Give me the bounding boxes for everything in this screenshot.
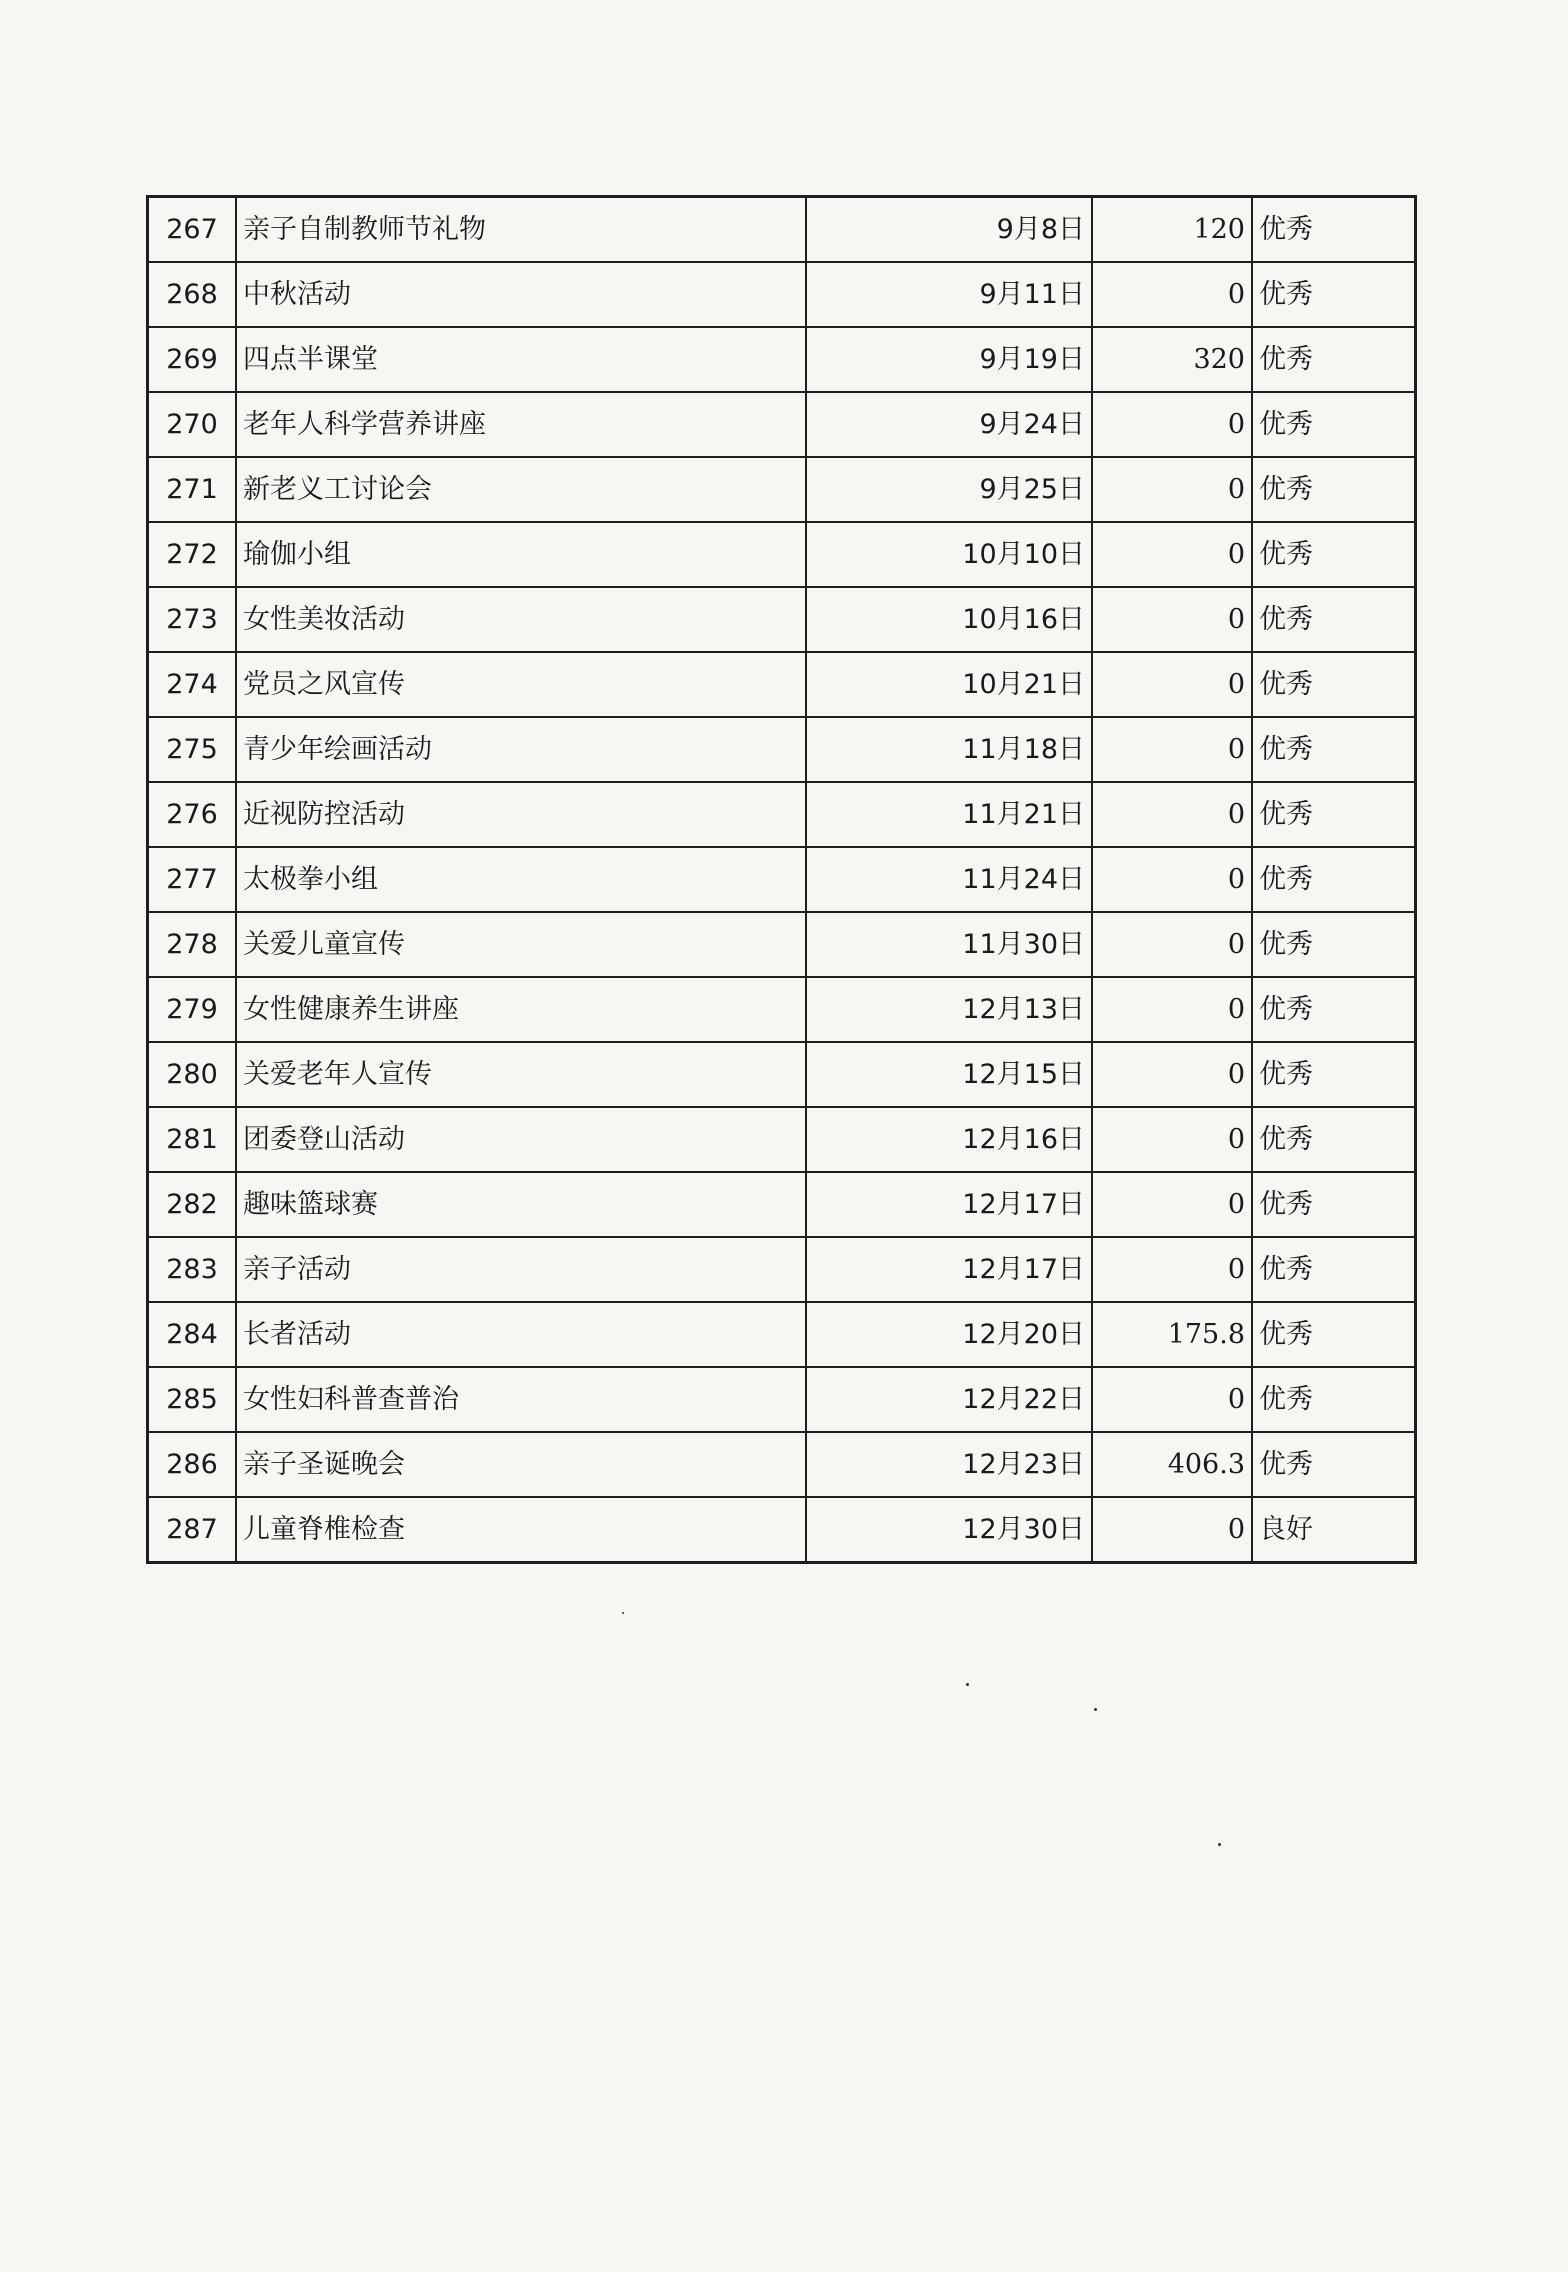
activity-rating: 优秀 <box>1252 1367 1416 1432</box>
table-row <box>148 1107 1416 1172</box>
table-row <box>148 1172 1416 1237</box>
activity-rating: 优秀 <box>1252 1237 1416 1302</box>
table-body <box>148 197 1416 1563</box>
activity-name: 太极拳小组 <box>236 847 806 912</box>
activity-amount: 320 <box>1092 327 1252 392</box>
activity-name: 党员之风宣传 <box>236 652 806 717</box>
activity-date: 9月25日 <box>806 457 1092 522</box>
activity-amount: 0 <box>1092 1042 1252 1107</box>
activity-name: 关爱儿童宣传 <box>236 912 806 977</box>
activity-amount: 0 <box>1092 262 1252 327</box>
row-number: 281 <box>148 1107 237 1172</box>
activity-date: 12月22日 <box>806 1367 1092 1432</box>
activity-date: 9月11日 <box>806 262 1092 327</box>
row-number: 287 <box>148 1497 237 1563</box>
activity-rating: 优秀 <box>1252 262 1416 327</box>
activity-amount: 0 <box>1092 1497 1252 1563</box>
activity-amount: 0 <box>1092 522 1252 587</box>
activity-rating: 优秀 <box>1252 457 1416 522</box>
row-number: 273 <box>148 587 237 652</box>
activity-date: 12月15日 <box>806 1042 1092 1107</box>
row-number: 269 <box>148 327 237 392</box>
activity-amount: 0 <box>1092 587 1252 652</box>
activity-amount: 0 <box>1092 457 1252 522</box>
activity-name: 四点半课堂 <box>236 327 806 392</box>
row-number: 268 <box>148 262 237 327</box>
table-row <box>148 1367 1416 1432</box>
activity-amount: 0 <box>1092 1237 1252 1302</box>
row-number: 276 <box>148 782 237 847</box>
activity-name: 近视防控活动 <box>236 782 806 847</box>
table-row <box>148 717 1416 782</box>
table-row <box>148 1302 1416 1367</box>
activity-name: 亲子自制教师节礼物 <box>236 197 806 263</box>
activity-date: 12月30日 <box>806 1497 1092 1563</box>
activity-rating: 优秀 <box>1252 977 1416 1042</box>
row-number: 270 <box>148 392 237 457</box>
row-number: 271 <box>148 457 237 522</box>
table-row <box>148 782 1416 847</box>
activity-rating: 优秀 <box>1252 1107 1416 1172</box>
activity-name: 女性妇科普查普治 <box>236 1367 806 1432</box>
table-row <box>148 522 1416 587</box>
activity-date: 12月17日 <box>806 1237 1092 1302</box>
table-row <box>148 652 1416 717</box>
activity-rating: 优秀 <box>1252 1302 1416 1367</box>
activity-name: 老年人科学营养讲座 <box>236 392 806 457</box>
activity-amount: 0 <box>1092 652 1252 717</box>
table-row <box>148 457 1416 522</box>
activity-name: 儿童脊椎检查 <box>236 1497 806 1563</box>
row-number: 272 <box>148 522 237 587</box>
table-row <box>148 977 1416 1042</box>
row-number: 274 <box>148 652 237 717</box>
row-number: 283 <box>148 1237 237 1302</box>
activity-rating: 优秀 <box>1252 522 1416 587</box>
row-number: 285 <box>148 1367 237 1432</box>
activity-rating: 良好 <box>1252 1497 1416 1563</box>
activity-rating: 优秀 <box>1252 652 1416 717</box>
activity-date: 10月16日 <box>806 587 1092 652</box>
scan-speck <box>622 1612 624 1614</box>
table-row <box>148 847 1416 912</box>
activity-amount: 0 <box>1092 977 1252 1042</box>
row-number: 286 <box>148 1432 237 1497</box>
row-number: 282 <box>148 1172 237 1237</box>
activity-amount: 0 <box>1092 847 1252 912</box>
activity-name: 女性健康养生讲座 <box>236 977 806 1042</box>
activity-name: 趣味篮球赛 <box>236 1172 806 1237</box>
activity-rating: 优秀 <box>1252 912 1416 977</box>
activity-amount: 175.8 <box>1092 1302 1252 1367</box>
activity-name: 亲子活动 <box>236 1237 806 1302</box>
activity-date: 9月8日 <box>806 197 1092 263</box>
activity-name: 长者活动 <box>236 1302 806 1367</box>
activity-amount: 0 <box>1092 1367 1252 1432</box>
activity-date: 9月19日 <box>806 327 1092 392</box>
activity-date: 11月21日 <box>806 782 1092 847</box>
activity-amount: 0 <box>1092 912 1252 977</box>
activity-amount: 120 <box>1092 197 1252 263</box>
row-number: 267 <box>148 197 237 263</box>
scan-speck <box>1218 1843 1221 1846</box>
scan-speck <box>1094 1708 1097 1711</box>
activity-date: 10月10日 <box>806 522 1092 587</box>
activity-name: 关爱老年人宣传 <box>236 1042 806 1107</box>
table-row <box>148 327 1416 392</box>
activity-rating: 优秀 <box>1252 847 1416 912</box>
activity-name: 团委登山活动 <box>236 1107 806 1172</box>
activity-date: 11月30日 <box>806 912 1092 977</box>
activity-rating: 优秀 <box>1252 717 1416 782</box>
activity-date: 12月20日 <box>806 1302 1092 1367</box>
table-row <box>148 1432 1416 1497</box>
table-row <box>148 1042 1416 1107</box>
row-number: 279 <box>148 977 237 1042</box>
activity-rating: 优秀 <box>1252 197 1416 263</box>
activity-date: 12月13日 <box>806 977 1092 1042</box>
activity-rating: 优秀 <box>1252 587 1416 652</box>
activity-name: 新老义工讨论会 <box>236 457 806 522</box>
activity-amount: 406.3 <box>1092 1432 1252 1497</box>
activity-date: 12月23日 <box>806 1432 1092 1497</box>
activity-rating: 优秀 <box>1252 392 1416 457</box>
table-row <box>148 392 1416 457</box>
activity-date: 12月16日 <box>806 1107 1092 1172</box>
activity-amount: 0 <box>1092 782 1252 847</box>
activity-date: 9月24日 <box>806 392 1092 457</box>
activity-name: 瑜伽小组 <box>236 522 806 587</box>
table-row <box>148 587 1416 652</box>
table-row <box>148 1237 1416 1302</box>
scan-speck <box>966 1683 969 1686</box>
activity-amount: 0 <box>1092 392 1252 457</box>
activity-rating: 优秀 <box>1252 1042 1416 1107</box>
row-number: 284 <box>148 1302 237 1367</box>
activity-date: 12月17日 <box>806 1172 1092 1237</box>
activity-date: 11月18日 <box>806 717 1092 782</box>
row-number: 280 <box>148 1042 237 1107</box>
activity-name: 青少年绘画活动 <box>236 717 806 782</box>
activity-rating: 优秀 <box>1252 1172 1416 1237</box>
activity-name: 亲子圣诞晚会 <box>236 1432 806 1497</box>
activity-rating: 优秀 <box>1252 782 1416 847</box>
activity-rating: 优秀 <box>1252 1432 1416 1497</box>
activity-amount: 0 <box>1092 717 1252 782</box>
activity-records-table <box>146 195 1417 1564</box>
activity-date: 10月21日 <box>806 652 1092 717</box>
activity-name: 中秋活动 <box>236 262 806 327</box>
table-row <box>148 1497 1416 1563</box>
activity-rating: 优秀 <box>1252 327 1416 392</box>
activity-amount: 0 <box>1092 1107 1252 1172</box>
row-number: 275 <box>148 717 237 782</box>
activity-date: 11月24日 <box>806 847 1092 912</box>
row-number: 278 <box>148 912 237 977</box>
table-row <box>148 262 1416 327</box>
table-row <box>148 912 1416 977</box>
table-row <box>148 197 1416 263</box>
activity-name: 女性美妆活动 <box>236 587 806 652</box>
row-number: 277 <box>148 847 237 912</box>
activity-amount: 0 <box>1092 1172 1252 1237</box>
